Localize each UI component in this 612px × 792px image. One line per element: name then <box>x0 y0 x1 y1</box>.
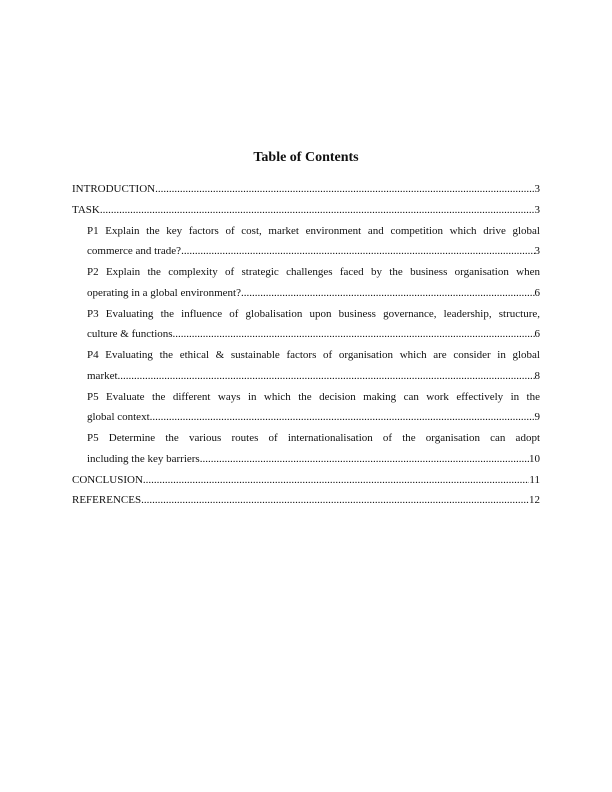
toc-page-number: 3 <box>534 203 540 216</box>
toc-entry-label-cont: market <box>87 369 118 382</box>
toc-entry-label: REFERENCES <box>72 494 142 507</box>
toc-entry-p3[interactable] <box>72 304 540 346</box>
dot-leader <box>181 241 534 262</box>
toc-entry-label: CONCLUSION <box>72 473 143 486</box>
table-of-contents <box>72 179 540 511</box>
toc-page-number: 11 <box>529 473 540 486</box>
toc-entry-task[interactable] <box>72 200 540 221</box>
dot-leader <box>155 179 534 200</box>
dot-leader <box>241 283 535 304</box>
toc-entry-label-cont: operating in a global environment? <box>87 286 241 299</box>
toc-page-number: 6 <box>534 328 540 341</box>
toc-entry-label-cont: including the key barriers. <box>87 452 203 465</box>
toc-entry-label: INTRODUCTION <box>72 183 156 195</box>
dot-leader <box>118 366 535 387</box>
dot-leader <box>141 490 529 511</box>
toc-entry-p1[interactable] <box>72 221 540 263</box>
toc-page-number: 3 <box>534 245 540 258</box>
toc-page-number: 12 <box>529 494 540 507</box>
toc-entry-label-cont: commerce and trade? <box>87 245 182 258</box>
toc-entry-introduction[interactable] <box>72 179 540 200</box>
toc-entry-p2[interactable] <box>72 262 540 304</box>
toc-entry-label-cont: global context <box>87 411 150 424</box>
toc-entry-label: TASK <box>72 203 100 216</box>
dot-leader <box>202 449 529 470</box>
toc-entry-conclusion[interactable] <box>72 470 540 491</box>
dot-leader <box>173 324 535 345</box>
toc-entry-p5-decision[interactable] <box>72 387 540 429</box>
dot-leader <box>150 407 535 428</box>
toc-entry-p4[interactable] <box>72 345 540 387</box>
toc-page-number: 9 <box>534 411 540 424</box>
toc-entry-label: P2 Explain the complexity of strategic challenges faced by the business organisation when <box>87 266 540 278</box>
toc-entry-label-cont: culture & functions <box>87 328 173 341</box>
toc-entry-label: P3 Evaluating the influence of globalisation upon business governance, leadership, structure, <box>87 307 540 320</box>
toc-title: Table of Contents <box>253 150 359 165</box>
toc-entry-references[interactable] <box>72 490 540 511</box>
toc-entry-label: P4 Evaluating the ethical & sustainable factors of organisation which are consider in global <box>87 349 540 361</box>
toc-entry-label: P5 Determine the various routes of internationalisation of the organisation can adopt <box>87 432 540 444</box>
toc-page-number: 6 <box>534 286 540 299</box>
toc-page-number: 8 <box>534 369 540 382</box>
toc-entry-label: P5 Evaluate the different ways in which the decision making can work effectively in the <box>87 390 540 403</box>
toc-page-number: 10 <box>529 452 540 465</box>
toc-entry-label: P1 Explain the key factors of cost, market environment and competition which drive global <box>87 224 540 237</box>
dot-leader <box>143 470 530 491</box>
toc-entry-p5-routes[interactable] <box>72 428 540 470</box>
toc-page-number: 3 <box>534 183 540 195</box>
dot-leader <box>100 200 535 221</box>
